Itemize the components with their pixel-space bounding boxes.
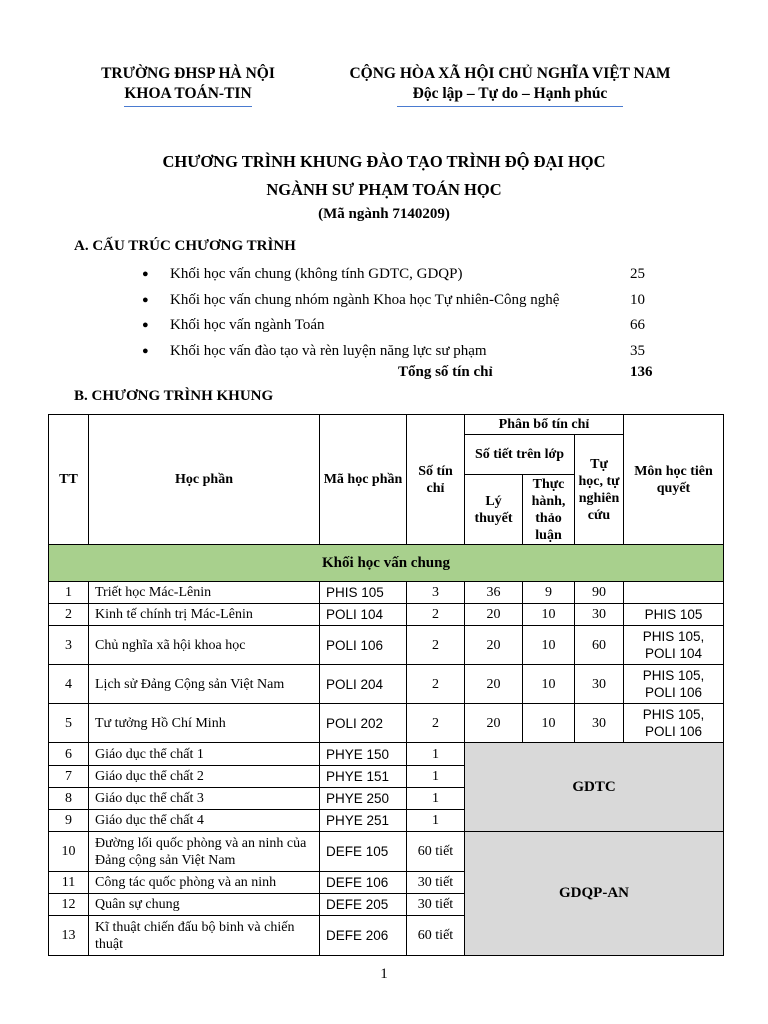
header-code: Mã học phần (320, 415, 407, 545)
table-row: 12 Quân sự chung DEFE 205 30 tiết (49, 894, 724, 916)
doc-title-line1: CHƯƠNG TRÌNH KHUNG ĐÀO TẠO TRÌNH ĐỘ ĐẠI HỌC (162, 152, 606, 171)
table-row: 9 Giáo dục thể chất 4 PHYE 251 1 (49, 810, 724, 832)
bullet-icon: ● (142, 319, 149, 331)
table-row: 10 Đường lối quốc phòng và an ninh của Đảng cộng sản Việt Nam DEFE 105 60 tiết GDQP-AN (49, 832, 724, 872)
country-name: CỘNG HÒA XÃ HỘI CHỦ NGHĨA VIỆT NAM (349, 65, 671, 82)
gdtc-block: GDTC (465, 743, 724, 832)
gdqp-block: GDQP-AN (465, 832, 724, 956)
header-practice: Thực hành, thảo luận (523, 475, 575, 545)
header-left (72, 64, 304, 107)
header-credits: Số tín chỉ (407, 415, 465, 545)
list-item: ● Khối học vấn ngành Toán 66 (142, 317, 645, 333)
table-row: 4 Lịch sử Đảng Cộng sản Việt Nam POLI 204 2 20 10 30 PHIS 105, POLI 106 (49, 665, 724, 704)
motto: Độc lập – Tự do – Hạnh phúc (412, 85, 608, 102)
table-row: 7 Giáo dục thể chất 2 PHYE 151 1 (49, 766, 724, 788)
header-class-hours: Số tiết trên lớp (465, 435, 575, 475)
faculty-name: KHOA TOÁN-TIN (124, 85, 252, 102)
header-prereq: Môn học tiên quyết (624, 415, 724, 545)
header-tt: TT (49, 415, 89, 545)
header-left-underline (124, 106, 252, 107)
bullet-icon: ● (142, 344, 149, 357)
list-item: ● Khối học vấn đào tạo và rèn luyện năng lực sư phạm 35 (142, 342, 645, 359)
section-b-heading: B. CHƯƠNG TRÌNH KHUNG (74, 388, 274, 404)
section-a-heading: A. CẤU TRÚC CHƯƠNG TRÌNH (74, 238, 296, 254)
group-general-title: Khối học vấn chung (49, 545, 724, 582)
table-row: 11 Công tác quốc phòng và an ninh DEFE 106 30 tiết (49, 872, 724, 894)
table-row: 1 Triết học Mác-Lênin PHIS 105 3 36 9 90 (49, 582, 724, 604)
bullet-icon: ● (142, 293, 149, 306)
header-self-study: Tự học, tự nghiên cứu (575, 435, 624, 545)
header-theory: Lý thuyết (465, 475, 523, 545)
header-right-underline (397, 106, 623, 107)
header-course: Học phần (89, 415, 320, 545)
bullet-icon: ● (142, 268, 149, 280)
list-item: ● Khối học vấn chung (không tính GDTC, GDQP) 25 (142, 266, 645, 282)
header-right (318, 64, 702, 107)
structure-list (140, 264, 660, 366)
curriculum-table (48, 414, 724, 956)
table-row: 6 Giáo dục thể chất 1 PHYE 150 1 GDTC (49, 743, 724, 766)
program-code: (Mã ngành 7140209) (318, 206, 450, 222)
total-credits-value: 136 (630, 364, 653, 380)
total-credits-label: Tổng số tín chỉ (398, 364, 493, 380)
table-row: 8 Giáo dục thể chất 3 PHYE 250 1 (49, 788, 724, 810)
school-name: TRƯỜNG ĐHSP HÀ NỘI (101, 65, 275, 82)
table-row: 3 Chủ nghĩa xã hội khoa học POLI 106 2 20 10 60 PHIS 105, POLI 104 (49, 626, 724, 665)
doc-title-line2: NGÀNH SƯ PHẠM TOÁN HỌC (266, 180, 502, 199)
table-row: 13 Kĩ thuật chiến đấu bộ binh và chiến thuật DEFE 206 60 tiết (49, 916, 724, 956)
header-allocation: Phân bổ tín chỉ (465, 415, 624, 435)
page-number: 1 (380, 966, 388, 982)
table-row: 5 Tư tưởng Hồ Chí Minh POLI 202 2 20 10 30 PHIS 105, POLI 106 (49, 704, 724, 743)
table-row: 2 Kinh tế chính trị Mác-Lênin POLI 104 2 20 10 30 PHIS 105 (49, 604, 724, 626)
list-item: ● Khối học vấn chung nhóm ngành Khoa học Tự nhiên-Công nghệ 10 (142, 291, 645, 308)
